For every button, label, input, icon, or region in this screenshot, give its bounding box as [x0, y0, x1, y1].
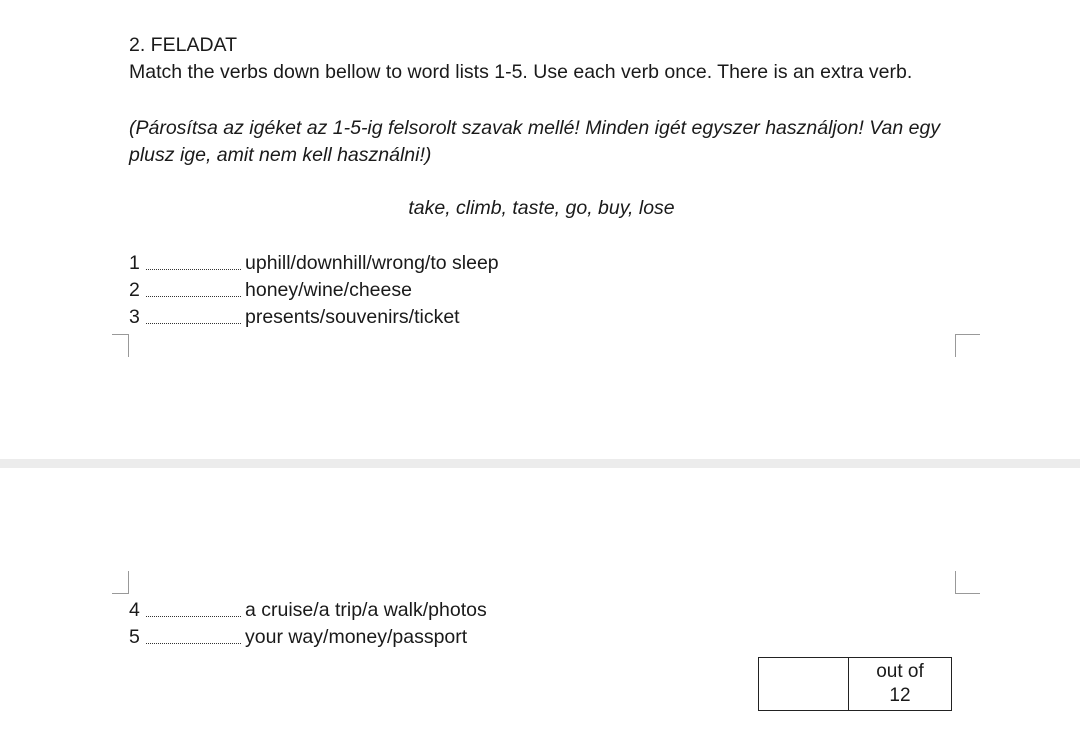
score-table	[758, 657, 952, 711]
answer-blank[interactable]	[146, 290, 241, 297]
crop-mark-bottom-right	[955, 571, 980, 594]
score-total-cell	[849, 658, 951, 710]
item-words: presents/souvenirs/ticket	[245, 306, 460, 328]
answer-blank[interactable]	[146, 317, 241, 324]
instruction-english: Match the verbs down bellow to word lists 1-5. Use each verb once. There is an extra verb.	[129, 61, 913, 83]
score-label: out of	[876, 661, 924, 682]
word-list-item	[129, 250, 499, 277]
word-list-item	[129, 304, 499, 331]
item-number: 1	[129, 252, 140, 274]
item-number: 2	[129, 279, 140, 301]
item-number: 4	[129, 599, 140, 621]
word-list-item	[129, 624, 487, 651]
word-list-item	[129, 277, 499, 304]
verb-list: take, climb, taste, go, buy, lose	[408, 197, 675, 219]
item-number: 5	[129, 626, 140, 648]
score-input-cell[interactable]	[759, 658, 849, 710]
item-words: your way/money/passport	[245, 626, 468, 648]
score-max: 12	[889, 685, 911, 706]
item-words: a cruise/a trip/a walk/photos	[245, 599, 487, 621]
crop-mark-top-right	[955, 334, 980, 357]
word-list-page1	[129, 250, 499, 331]
word-list-page2	[129, 597, 487, 651]
item-words: uphill/downhill/wrong/to sleep	[245, 252, 499, 274]
answer-blank[interactable]	[146, 610, 241, 617]
answer-blank[interactable]	[146, 637, 241, 644]
crop-mark-bottom-left	[112, 571, 129, 594]
instruction-hungarian: (Párosítsa az igéket az 1-5-ig felsorolt szavak mellé! Minden igét egyszer használjon! Van egy plusz ige, amit nem kell használni!)	[129, 117, 941, 166]
crop-mark-top-left	[112, 334, 129, 357]
page-break	[0, 459, 1080, 468]
item-words: honey/wine/cheese	[245, 279, 412, 301]
word-list-item	[129, 597, 487, 624]
item-number: 3	[129, 306, 140, 328]
task-heading: 2. FELADAT	[129, 34, 238, 56]
answer-blank[interactable]	[146, 263, 241, 270]
